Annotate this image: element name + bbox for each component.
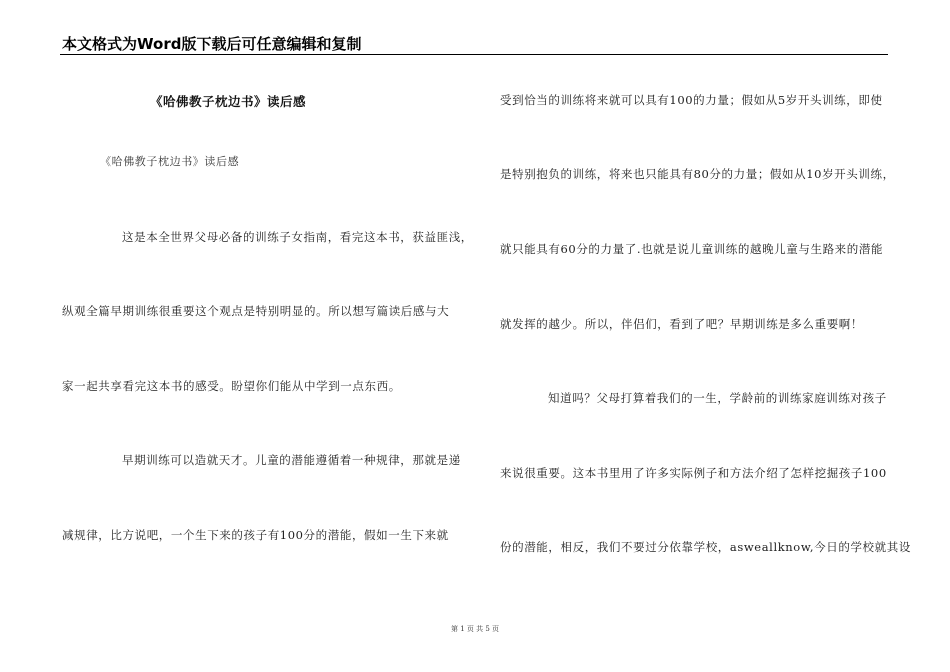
page-footer: 第 1 页 共 5 页 bbox=[450, 625, 500, 633]
paragraph-line: 受到恰当的训练将来就可以具有100的力量；假如从5岁开头训练，即使 bbox=[500, 93, 883, 107]
paragraph-line: 减规律，比方说吧，一个生下来的孩子有100分的潜能，假如一生下来就 bbox=[62, 528, 449, 542]
header-title: 本文格式为Word版下载后可任意编辑和复制 bbox=[62, 35, 362, 53]
document-title: 《哈佛教子枕边书》读后感 bbox=[150, 94, 307, 109]
paragraph-line: 知道吗？父母打算着我们的一生，学龄前的训练家庭训练对孩子 bbox=[548, 391, 887, 405]
paragraph-line: 份的潜能，相反，我们不要过分依靠学校，asweallknow,今日的学校就其设 bbox=[500, 540, 911, 554]
paragraph-line: 早期训练可以造就天才。儿童的潜能遵循着一种规律，那就是递 bbox=[122, 453, 461, 467]
header-rule bbox=[60, 54, 888, 55]
paragraph-line: 这是本全世界父母必备的训练子女指南，看完这本书，获益匪浅， bbox=[122, 230, 473, 244]
paragraph-line: 是特别抱负的训练，将来也只能具有80分的力量；假如从10岁开头训练， bbox=[500, 167, 895, 181]
paragraph-line: 就只能具有60分的力量了.也就是说儿童训练的越晚儿童与生路来的潜能 bbox=[500, 242, 884, 256]
paragraph-line: 来说很重要。这本书里用了许多实际例子和方法介绍了怎样挖掘孩子100 bbox=[500, 466, 887, 480]
paragraph-line: 纵观全篇早期训练很重要这个观点是特别明显的。所以想写篇读后感与大 bbox=[62, 304, 450, 318]
paragraph-line: 家一起共享看完这本书的感受。盼望你们能从中学到一点东西。 bbox=[62, 379, 401, 393]
document-subtitle: 《哈佛教子枕边书》读后感 bbox=[100, 155, 240, 168]
paragraph-line: 就发挥的越少。所以，伴侣们，看到了吧？早期训练是多么重要啊！ bbox=[500, 317, 863, 331]
